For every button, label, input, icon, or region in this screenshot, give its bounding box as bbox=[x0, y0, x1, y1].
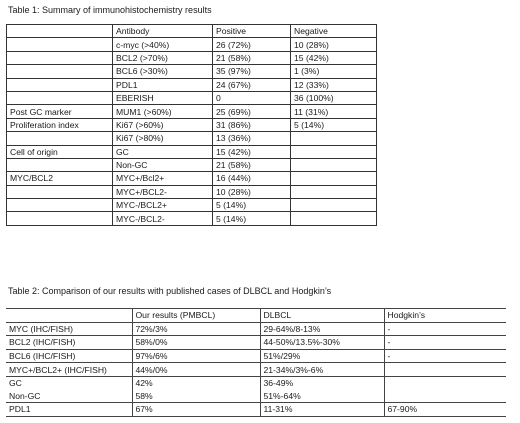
table-cell: 21 (58%) bbox=[213, 51, 291, 64]
table-cell: MUM1 (>60%) bbox=[113, 105, 213, 118]
table-row bbox=[7, 185, 377, 198]
header-cell: Our results (PMBCL) bbox=[132, 309, 260, 323]
table-cell bbox=[7, 51, 113, 64]
table-cell: 44-50%/13.5%-30% bbox=[260, 336, 384, 350]
table-cell: 15 (42%) bbox=[291, 51, 377, 64]
table-cell: PDL1 bbox=[113, 78, 213, 91]
table-cell: 15 (42%) bbox=[213, 145, 291, 158]
table-cell: - bbox=[384, 349, 506, 363]
table-row bbox=[6, 322, 506, 336]
table-cell: 5 (14%) bbox=[213, 212, 291, 225]
table-cell: - bbox=[384, 336, 506, 350]
table-row bbox=[6, 403, 506, 417]
table-cell bbox=[291, 172, 377, 185]
comparison-table bbox=[6, 308, 506, 417]
table-cell bbox=[7, 78, 113, 91]
table-cell: 11-31% bbox=[260, 403, 384, 417]
header-row bbox=[7, 25, 377, 38]
table-cell: 36-49% bbox=[260, 376, 384, 389]
table-cell: Non-GC bbox=[6, 390, 132, 403]
table-cell bbox=[291, 145, 377, 158]
table-row bbox=[7, 212, 377, 225]
table-cell: - bbox=[384, 322, 506, 336]
table-row bbox=[7, 172, 377, 185]
header-cell: Positive bbox=[213, 25, 291, 38]
table-row bbox=[6, 376, 506, 389]
table-cell: 21-34%/3%-6% bbox=[260, 363, 384, 377]
header-cell bbox=[6, 309, 132, 323]
table-cell: 35 (97%) bbox=[213, 65, 291, 78]
table-cell: Ki67 (>60%) bbox=[113, 118, 213, 131]
table-cell: 10 (28%) bbox=[213, 185, 291, 198]
table-cell: BCL2 (>70%) bbox=[113, 51, 213, 64]
table-cell: 11 (31%) bbox=[291, 105, 377, 118]
ihc-summary-table bbox=[6, 24, 377, 226]
table-cell bbox=[7, 158, 113, 171]
table-cell: 67-90% bbox=[384, 403, 506, 417]
table-cell bbox=[291, 158, 377, 171]
table-cell: MYC-/BCL2+ bbox=[113, 199, 213, 212]
table-cell bbox=[291, 185, 377, 198]
header-cell: Negative bbox=[291, 25, 377, 38]
header-cell: DLBCL bbox=[260, 309, 384, 323]
table-row bbox=[7, 51, 377, 64]
table-row bbox=[7, 118, 377, 131]
table1-caption: Table 1: Summary of immunohistochemistry results bbox=[8, 5, 212, 15]
table2-caption: Table 2: Comparison of our results with published cases of DLBCL and Hodgkin’s bbox=[8, 286, 332, 296]
table-row bbox=[7, 65, 377, 78]
table-cell: 21 (58%) bbox=[213, 158, 291, 171]
header-cell: Antibody bbox=[113, 25, 213, 38]
table-cell: GC bbox=[6, 376, 132, 389]
table-cell: MYC (IHC/FISH) bbox=[6, 322, 132, 336]
table-cell: 0 bbox=[213, 91, 291, 104]
table-cell: Ki67 (>80%) bbox=[113, 132, 213, 145]
table-cell bbox=[7, 185, 113, 198]
table-cell: 24 (67%) bbox=[213, 78, 291, 91]
table-cell: MYC+/Bcl2+ bbox=[113, 172, 213, 185]
table-cell: 25 (69%) bbox=[213, 105, 291, 118]
header-cell: Hodgkin’s bbox=[384, 309, 506, 323]
table-cell: MYC+/BCL2- bbox=[113, 185, 213, 198]
header-cell bbox=[7, 25, 113, 38]
table-cell: 26 (72%) bbox=[213, 38, 291, 51]
table-cell: BCL2 (IHC/FISH) bbox=[6, 336, 132, 350]
table-cell: 51%-64% bbox=[260, 390, 384, 403]
table-cell: 12 (33%) bbox=[291, 78, 377, 91]
table-cell: PDL1 bbox=[6, 403, 132, 417]
table-cell bbox=[384, 376, 506, 389]
table-cell bbox=[291, 132, 377, 145]
table-row bbox=[7, 158, 377, 171]
table-cell: MYC/BCL2 bbox=[7, 172, 113, 185]
table-row bbox=[7, 145, 377, 158]
table-cell bbox=[384, 390, 506, 403]
table-cell bbox=[7, 199, 113, 212]
table-cell: MYC+/BCL2+ (IHC/FISH) bbox=[6, 363, 132, 377]
table-cell: BCL6 (>30%) bbox=[113, 65, 213, 78]
table-cell: GC bbox=[113, 145, 213, 158]
table-cell: 1 (3%) bbox=[291, 65, 377, 78]
table-cell bbox=[7, 91, 113, 104]
table-cell bbox=[7, 65, 113, 78]
table-cell: 58% bbox=[132, 390, 260, 403]
table-cell: Non-GC bbox=[113, 158, 213, 171]
table-cell: 16 (44%) bbox=[213, 172, 291, 185]
table-cell: 44%/0% bbox=[132, 363, 260, 377]
table-cell bbox=[384, 363, 506, 377]
table-cell: EBERISH bbox=[113, 91, 213, 104]
table-cell bbox=[7, 212, 113, 225]
table-cell: 29-64%/8-13% bbox=[260, 322, 384, 336]
table-cell: 58%/0% bbox=[132, 336, 260, 350]
table-cell: BCL6 (IHC/FISH) bbox=[6, 349, 132, 363]
table-cell bbox=[291, 199, 377, 212]
table-cell bbox=[291, 212, 377, 225]
table-row bbox=[6, 349, 506, 363]
table-cell: 51%/29% bbox=[260, 349, 384, 363]
table-cell: Cell of origin bbox=[7, 145, 113, 158]
table-cell: 72%/3% bbox=[132, 322, 260, 336]
table-row bbox=[7, 105, 377, 118]
table-cell: 42% bbox=[132, 376, 260, 389]
table-cell: 10 (28%) bbox=[291, 38, 377, 51]
table-row bbox=[6, 336, 506, 350]
table-cell: 31 (86%) bbox=[213, 118, 291, 131]
table-cell: 5 (14%) bbox=[291, 118, 377, 131]
table-row bbox=[6, 363, 506, 377]
table-cell bbox=[7, 132, 113, 145]
table-row bbox=[7, 91, 377, 104]
table-cell: Post GC marker bbox=[7, 105, 113, 118]
table-cell: 13 (36%) bbox=[213, 132, 291, 145]
table-row bbox=[6, 390, 506, 403]
table-row bbox=[7, 199, 377, 212]
table-cell: c-myc (>40%) bbox=[113, 38, 213, 51]
table-row bbox=[7, 78, 377, 91]
table-cell: 36 (100%) bbox=[291, 91, 377, 104]
table-row bbox=[7, 38, 377, 51]
table-cell bbox=[7, 38, 113, 51]
table-cell: 67% bbox=[132, 403, 260, 417]
header-row bbox=[6, 309, 506, 323]
table-row bbox=[7, 132, 377, 145]
table-cell: MYC-/BCL2- bbox=[113, 212, 213, 225]
table-cell: 5 (14%) bbox=[213, 199, 291, 212]
table-cell: 97%/6% bbox=[132, 349, 260, 363]
table-cell: Proliferation index bbox=[7, 118, 113, 131]
